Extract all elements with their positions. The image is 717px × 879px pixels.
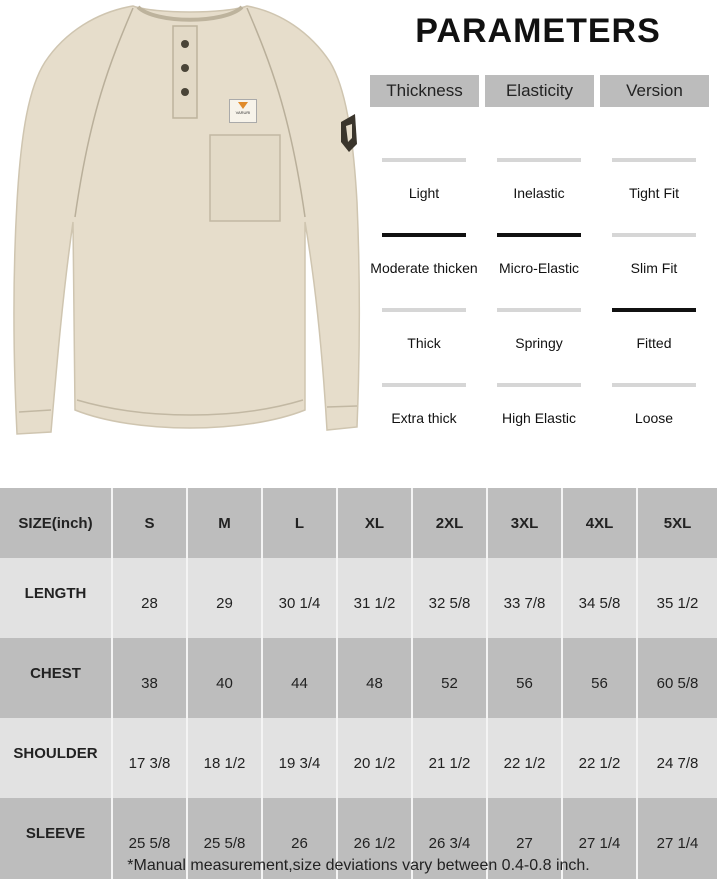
size-header-cell: XL [337, 488, 412, 558]
level-label: Springy [515, 335, 563, 351]
level-label: Extra thick [391, 410, 457, 426]
brand-tag-logo-icon [238, 102, 248, 109]
level-bar [497, 383, 581, 387]
table-cell: 31 1/2 [337, 558, 412, 638]
table-cell: 21 1/2 [412, 718, 487, 798]
thickness-levels [370, 150, 478, 450]
table-cell: 19 3/4 [262, 718, 337, 798]
thickness-level [370, 300, 478, 375]
level-label: Thick [407, 335, 441, 351]
henley-shirt-image [5, 2, 365, 442]
size-header-cell: S [112, 488, 187, 558]
table-cell: 56 [487, 638, 562, 718]
table-cell: 52 [412, 638, 487, 718]
version-level [600, 375, 708, 450]
level-label: High Elastic [502, 410, 576, 426]
table-cell: 26 [262, 798, 337, 879]
elasticity-level [485, 300, 593, 375]
row-label: LENGTH [0, 558, 112, 638]
table-cell: 20 1/2 [337, 718, 412, 798]
elasticity-levels [485, 150, 593, 450]
thickness-level [370, 150, 478, 225]
table-row [0, 558, 717, 638]
level-label: Light [408, 185, 440, 201]
table-cell: 56 [562, 638, 637, 718]
table-cell: 34 5/8 [562, 558, 637, 638]
size-header-cell: M [187, 488, 262, 558]
parameters-title: PARAMETERS [415, 12, 661, 50]
table-cell: 24 7/8 [637, 718, 717, 798]
table-cell: 44 [262, 638, 337, 718]
level-bar [497, 158, 581, 162]
row-label: CHEST [0, 638, 112, 718]
table-cell: 25 5/8 [187, 798, 262, 879]
elasticity-level [485, 375, 593, 450]
table-row [0, 718, 717, 798]
level-label: Slim Fit [630, 260, 678, 276]
level-bar [497, 233, 581, 237]
size-chart-table [0, 488, 717, 879]
version-levels [600, 150, 708, 450]
level-bar [612, 158, 696, 162]
level-bar [497, 308, 581, 312]
brand-tag-text: VARURI [235, 110, 251, 115]
param-header-version: Version [600, 75, 709, 107]
size-header-cell: 2XL [412, 488, 487, 558]
row-label: SHOULDER [0, 718, 112, 798]
level-label: Loose [634, 410, 674, 426]
level-bar [382, 383, 466, 387]
table-cell: 26 3/4 [412, 798, 487, 879]
level-label: Inelastic [513, 185, 565, 201]
table-cell: 27 1/4 [637, 798, 717, 879]
level-bar [382, 308, 466, 312]
table-cell: 38 [112, 638, 187, 718]
size-header-cell: 4XL [562, 488, 637, 558]
level-bar [612, 383, 696, 387]
table-cell: 30 1/4 [262, 558, 337, 638]
level-label: Fitted [636, 335, 672, 351]
level-bar [382, 158, 466, 162]
measurement-footnote: *Manual measurement,size deviations vary between 0.4-0.8 inch. [127, 857, 590, 874]
elasticity-level [485, 225, 593, 300]
thickness-level [370, 375, 478, 450]
size-header-cell: L [262, 488, 337, 558]
size-header-row [0, 488, 717, 558]
table-row [0, 638, 717, 718]
size-header-cell: 3XL [487, 488, 562, 558]
level-label: Micro-Elastic [498, 260, 580, 276]
table-cell: 28 [112, 558, 187, 638]
table-cell: 25 5/8 [112, 798, 187, 879]
thickness-level [370, 225, 478, 300]
table-cell: 18 1/2 [187, 718, 262, 798]
version-level [600, 300, 708, 375]
table-cell: 32 5/8 [412, 558, 487, 638]
level-bar [612, 308, 696, 312]
table-cell: 26 1/2 [337, 798, 412, 879]
level-label: Tight Fit [628, 185, 680, 201]
table-cell: 27 1/4 [562, 798, 637, 879]
level-bar [382, 233, 466, 237]
param-header-elasticity: Elasticity [485, 75, 594, 107]
row-label: SLEEVE [0, 798, 112, 879]
size-header-label: SIZE(inch) [0, 488, 112, 558]
table-cell: 40 [187, 638, 262, 718]
level-label: Moderate thicken [370, 260, 478, 276]
table-cell: 60 5/8 [637, 638, 717, 718]
table-cell: 22 1/2 [562, 718, 637, 798]
table-cell: 35 1/2 [637, 558, 717, 638]
version-level [600, 150, 708, 225]
table-cell: 48 [337, 638, 412, 718]
table-cell: 22 1/2 [487, 718, 562, 798]
version-level [600, 225, 708, 300]
table-cell: 27 [487, 798, 562, 879]
elasticity-level [485, 150, 593, 225]
table-cell: 29 [187, 558, 262, 638]
param-header-thickness: Thickness [370, 75, 479, 107]
table-cell: 17 3/8 [112, 718, 187, 798]
level-bar [612, 233, 696, 237]
size-header-cell: 5XL [637, 488, 717, 558]
brand-tag [229, 99, 257, 123]
table-cell: 33 7/8 [487, 558, 562, 638]
